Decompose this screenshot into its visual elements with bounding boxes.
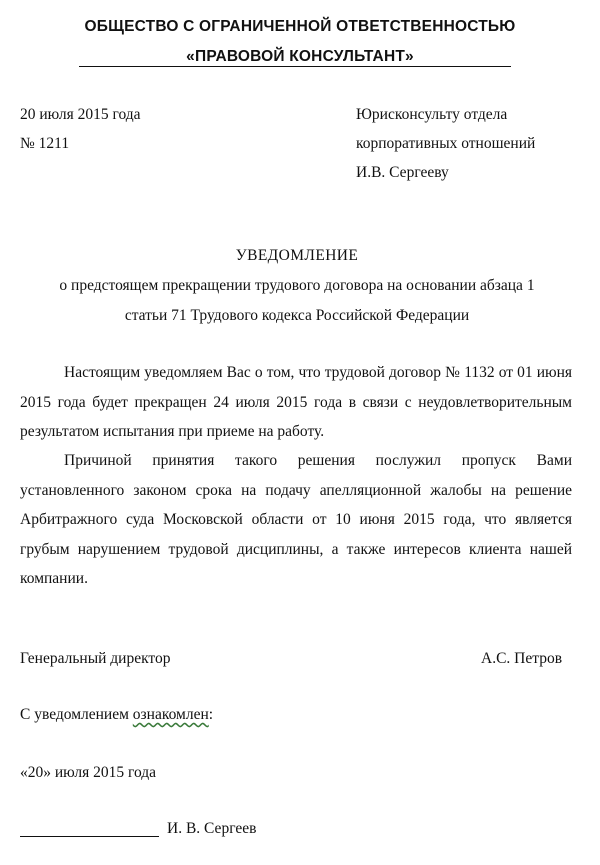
organization-name-line2: «ПРАВОВОЙ КОНСУЛЬТАНТ» [186,48,414,65]
document-number: № 1211 [20,135,70,152]
addressee-name: И.В. Сергееву [356,164,449,181]
document-subtitle-line2: статьи 71 Трудового кодекса Российской Федерации [124,307,470,324]
addressee-position-line2: корпоративных отношений [356,135,536,152]
acknowledgement-suffix: : [208,706,214,723]
signature-line [20,836,159,837]
body-paragraph-1: Настоящим уведомляем Вас о том, что трудовой договор № 1132 от 01 июня 2015 года будет прекращен 24 июля 2015 года в связи с неудовлетворительным результатом испытания при приеме на работу. [20,364,572,440]
signatory-name: А.С. Петров [481,650,563,667]
body-paragraph-2: Причиной принятия такого решения послужил пропуск Вами установленного законом срока на подачу апелляционной жалобы на решение Арбитражного суда Московской области от 10 июня 2015 года, что является грубым нарушением трудовой дисциплины, а также интересов клиента нашей компании. [20,452,572,587]
acknowledgement-text [20,706,213,724]
acknowledgement-spellcheck-word: ознакомлен [132,706,209,723]
acknowledgement-signer-name: И. В. Сергеев [167,820,257,837]
header-underline [79,66,511,67]
acknowledgement-date: «20» июля 2015 года [20,764,157,781]
document-date: 20 июля 2015 года [20,106,141,123]
acknowledgement-prefix: С уведомлением [20,706,133,723]
organization-name-line1: ОБЩЕСТВО С ОГРАНИЧЕННОЙ ОТВЕТСТВЕННОСТЬЮ [84,18,516,35]
document-subtitle-line1: о предстоящем прекращении трудового договора на основании абзаца 1 [59,277,535,294]
document-title: УВЕДОМЛЕНИЕ [235,247,359,264]
addressee-position-line1: Юрисконсульту отдела [356,106,508,123]
signatory-position: Генеральный директор [20,650,171,667]
